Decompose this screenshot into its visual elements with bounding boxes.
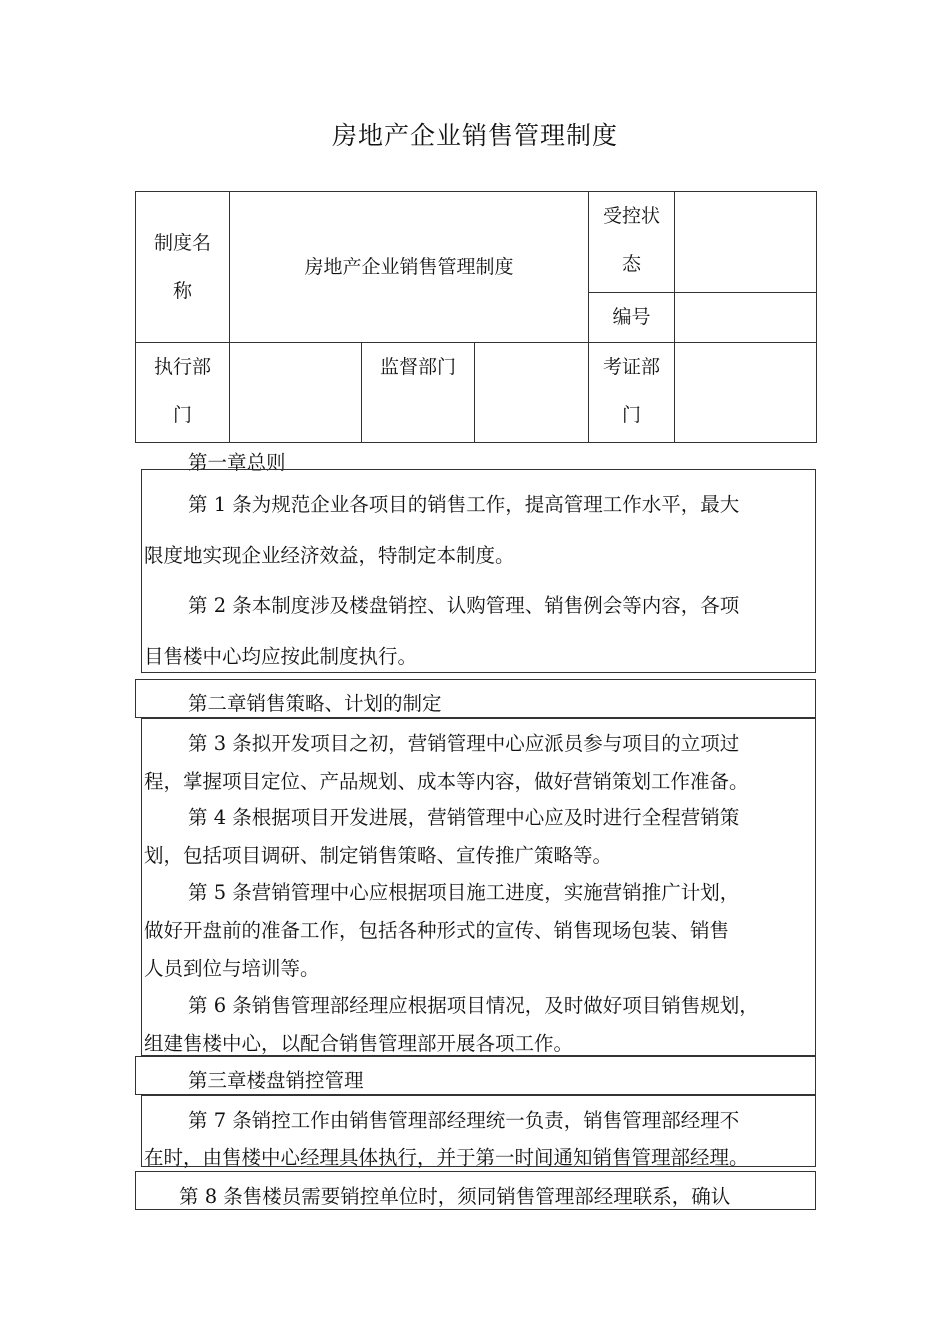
verify-dept-value-cell — [675, 343, 817, 443]
article-8-line-1: 第 8 条售楼员需要销控单位时，须同销售管理部经理联系，确认 — [179, 1185, 731, 1208]
exec-dept-line1: 执行部 — [153, 356, 211, 378]
verify-dept-line2: 门 — [621, 404, 641, 426]
exec-dept-label-cell — [136, 343, 230, 443]
verify-dept-label-cell — [589, 343, 675, 443]
controlled-status-label-cell — [589, 192, 675, 293]
policy-name-label-line2: 称 — [172, 280, 192, 302]
article-6-line-2: 组建售楼中心，以配合销售管理部开展各项工作。 — [144, 1032, 574, 1055]
exec-dept-line2: 门 — [172, 404, 192, 426]
policy-name-label-cell — [136, 192, 230, 343]
article-1-line-2: 限度地实现企业经济效益，特制定本制度。 — [144, 544, 515, 567]
article-5-line-1: 第 5 条营销管理中心应根据项目施工进度，实施营销推广计划， — [188, 881, 740, 904]
number-value-cell — [675, 293, 817, 343]
controlled-status-value-cell — [675, 192, 817, 293]
article-3-line-2: 程，掌握项目定位、产品规划、成本等内容，做好营销策划工作准备。 — [144, 770, 749, 793]
chapter-1-heading: 第一章总则 — [188, 451, 286, 474]
verify-dept-line1: 考证部 — [602, 356, 660, 378]
supervise-dept-value-cell — [475, 343, 589, 443]
controlled-status-line1: 受控状 — [602, 205, 660, 227]
article-3-line-1: 第 3 条拟开发项目之初，营销管理中心应派员参与项目的立项过 — [188, 732, 740, 755]
article-7-line-1: 第 7 条销控工作由销售管理部经理统一负责，销售管理部经理不 — [188, 1109, 740, 1132]
number-label: 编号 — [612, 306, 651, 328]
article-2-line-2: 目售楼中心均应按此制度执行。 — [144, 645, 418, 668]
policy-name-label-line1: 制度名 — [153, 232, 211, 254]
document-title: 房地产企业销售管理制度 — [331, 121, 618, 150]
article-4-line-2: 划，包括项目调研、制定销售策略、宣传推广策略等。 — [144, 844, 613, 867]
article-5-line-3: 人员到位与培训等。 — [144, 957, 320, 980]
policy-name-value-cell — [230, 192, 589, 343]
supervise-dept-label: 监督部门 — [379, 356, 456, 378]
header-table — [135, 191, 817, 443]
chapter-3-heading: 第三章楼盘销控管理 — [188, 1069, 364, 1092]
policy-name-value: 房地产企业销售管理制度 — [304, 256, 514, 278]
article-1-line-1: 第 1 条为规范企业各项目的销售工作，提高管理工作水平，最大 — [188, 493, 740, 516]
article-7-line-2: 在时，由售楼中心经理具体执行，并于第一时间通知销售管理部经理。 — [144, 1146, 749, 1169]
chapter-2-heading: 第二章销售策略、计划的制定 — [188, 692, 442, 715]
supervise-dept-label-cell — [362, 343, 475, 443]
number-label-cell — [589, 293, 675, 343]
article-6-line-1: 第 6 条销售管理部经理应根据项目情况，及时做好项目销售规划， — [188, 994, 759, 1017]
article-5-line-2: 做好开盘前的准备工作，包括各种形式的宣传、销售现场包装、销售 — [144, 919, 730, 942]
exec-dept-value-cell — [230, 343, 362, 443]
article-4-line-1: 第 4 条根据项目开发进展，营销管理中心应及时进行全程营销策 — [188, 806, 740, 829]
article-2-line-1: 第 2 条本制度涉及楼盘销控、认购管理、销售例会等内容，各项 — [188, 594, 740, 617]
controlled-status-line2: 态 — [621, 253, 641, 275]
